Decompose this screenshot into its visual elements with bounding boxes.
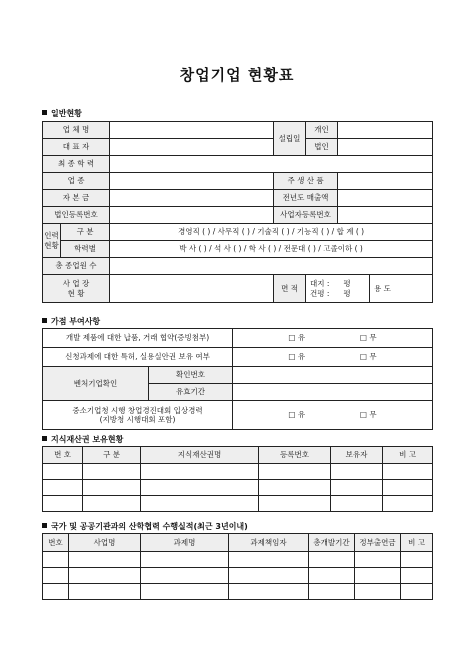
founding-date-label: 설립일 [274,122,306,156]
company-name-label: 업 체 명 [43,122,110,139]
career-options[interactable]: 경영직 ( ) / 사무직 ( ) / 기술직 ( ) / 기능직 ( ) / 합 계 ( ) [110,224,433,241]
education-label: 최 종 학 력 [43,156,110,173]
table-row [43,480,433,496]
valid-period-value[interactable] [233,384,433,401]
individual-date-value[interactable] [338,122,433,139]
prev-sales-label: 전년도 매출액 [274,190,338,207]
yes-checkbox[interactable]: □ 유 [288,410,306,420]
area-value[interactable] [306,275,370,303]
valid-period-label: 유효기간 [149,384,233,401]
patent-options[interactable] [233,348,433,367]
venture-label: 벤처기업확인 [43,367,149,401]
section-cooperation-heading [42,521,248,532]
industry-label: 업 종 [43,173,110,190]
competition-award-label [43,401,233,430]
biz-reg-no-value[interactable] [338,207,433,224]
corporation-date-value[interactable] [338,139,433,156]
main-product-label: 주 생 산 품 [274,173,338,190]
section-general-heading [42,108,82,119]
no-checkbox[interactable]: □ 무 [359,333,377,343]
degree-options[interactable]: 박 사 ( ) / 석 사 ( ) / 학 사 ( ) / 전문대 ( ) / 고졸이하 ( ) [110,241,433,258]
section-general-label: 일반현황 [51,109,82,118]
category-label: 구 분 [61,224,110,241]
section-ip-label: 지식재산권 보유현황 [51,435,124,444]
main-product-value[interactable] [338,173,433,190]
no-checkbox[interactable]: □ 무 [359,352,377,362]
table-row [43,552,433,568]
confirm-no-label: 확인번호 [149,367,233,384]
total-employees-label: 총 종업원 수 [43,258,110,275]
bonus-items-table [42,328,433,430]
coop-header-funding: 정부출연금 [355,534,401,552]
competition-line2: (지방청 시행대회 포함) [99,415,176,424]
ip-header-holder: 보유자 [331,447,383,464]
capital-label: 자 본 금 [43,190,110,207]
competition-options[interactable] [233,401,433,430]
square-bullet-icon [42,318,47,323]
land-unit: 평 [343,279,351,289]
yes-checkbox[interactable]: □ 유 [288,352,306,362]
square-bullet-icon [42,110,47,115]
education-value[interactable] [110,156,433,173]
page-title: 창업기업 현황표 [179,66,295,84]
section-cooperation-label: 국가 및 공공기관과의 산학협력 수행실적(최근 3년이내) [51,522,248,531]
ip-header-remarks: 비 고 [383,447,433,464]
confirm-no-value[interactable] [233,367,433,384]
supply-agreement-label: 개발 제품에 대한 납품, 거래 협약(증빙첨부) [43,329,233,348]
biz-reg-no-label: 사업자등록번호 [274,207,338,224]
ip-header-category: 구 분 [83,447,141,464]
coop-header-project: 사업명 [69,534,141,552]
usage-label: 용 도 [374,283,391,293]
table-row [43,464,433,480]
representative-label: 대 표 자 [43,139,110,156]
individual-label: 개인 [306,122,338,139]
competition-line1: 중소기업청 시행 창업경진대회 입상경력 [72,405,203,415]
ip-header-reg-no: 등록번호 [259,447,331,464]
cooperation-table [42,533,433,600]
no-checkbox[interactable]: □ 무 [359,410,377,420]
total-employees-value[interactable] [110,258,433,275]
capital-value[interactable] [110,190,274,207]
section-bonus-label: 가점 부여사항 [51,317,101,326]
square-bullet-icon [42,436,47,441]
building-unit: 평 [343,288,351,298]
ip-table [42,446,433,512]
coop-header-task: 과제명 [141,534,229,552]
land-label: 대지 : [310,279,330,289]
staff-status-label: 인력 현황 [43,224,61,258]
area-label: 면 적 [274,275,306,303]
coop-header-no: 번호 [43,534,69,552]
coop-header-manager: 과제책임자 [229,534,309,552]
yes-checkbox[interactable]: □ 유 [288,333,306,343]
coop-header-remarks: 비 고 [401,534,433,552]
section-bonus-heading [42,316,100,327]
workplace-value[interactable] [110,275,274,303]
corp-reg-no-value[interactable] [110,207,274,224]
patent-label: 신청과제에 대한 특허, 실용실안권 보유 여부 [43,348,233,367]
corp-reg-no-label: 법인등록번호 [43,207,110,224]
workplace-label: 사 업 장 현 황 [43,275,110,303]
representative-value[interactable] [110,139,274,156]
by-degree-label: 학력별 [61,241,110,258]
general-status-table [42,121,433,303]
supply-agreement-options[interactable] [233,329,433,348]
ip-header-no: 번 호 [43,447,83,464]
building-label: 건평 : [310,288,330,298]
company-name-value[interactable] [110,122,274,139]
ip-header-name: 지식재산권명 [141,447,259,464]
coop-header-period: 총개발기간 [309,534,355,552]
corporation-label: 법인 [306,139,338,156]
table-row [43,568,433,584]
section-ip-heading [42,434,123,445]
prev-sales-value[interactable] [338,190,433,207]
industry-value[interactable] [110,173,274,190]
table-row [43,496,433,512]
table-row [43,584,433,600]
square-bullet-icon [42,523,47,528]
usage-cell[interactable] [370,275,433,303]
